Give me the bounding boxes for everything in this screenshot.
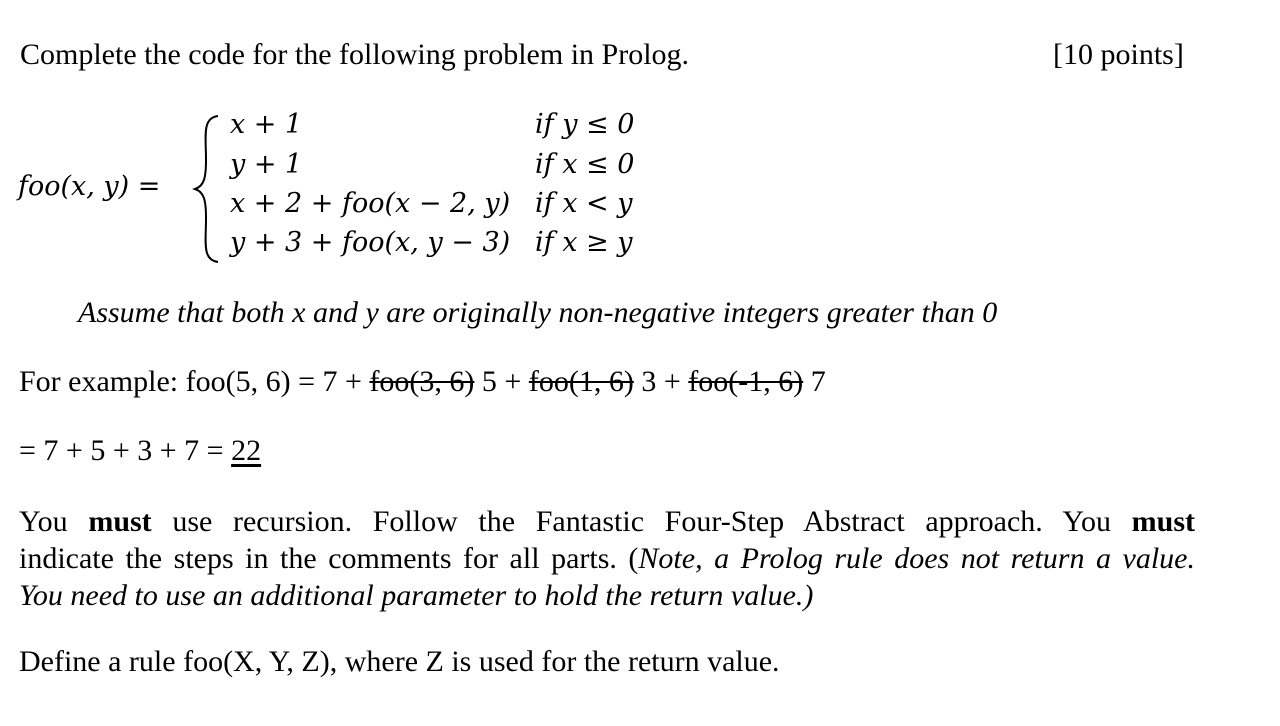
instructions-line-3 [19,577,1195,614]
example-line [19,367,826,397]
instr-text-3: indicate the steps in the comments for all parts. ( [19,542,639,575]
example-prefix: For example: foo(5, 6) = 7 + [19,365,370,398]
note-text-1: Note, a Prolog rule does not return a value. [638,542,1195,575]
example-end: 7 [803,365,826,398]
instructions-line-2 [19,540,1195,577]
formula-lhs: foo(x, y) = [18,171,161,202]
define-rule-text: Define a rule foo(X, Y, Z), where Z is used for the return value. [19,645,780,678]
case-cond-4: if x ≥ y [535,227,633,258]
must-emphasis-1: must [88,505,152,538]
points-label: [10 points] [1053,38,1184,71]
case-expr-3: x + 2 + foo(x − 2, y) [230,188,511,219]
case-expr-1: x + 1 [230,109,303,140]
case-cond-3: if x < y [535,188,633,219]
example-struck-3: foo(-1, 6) [688,365,804,398]
problem-title: Complete the code for the following problem in Prolog. [20,38,690,71]
case-cond-1: if y ≤ 0 [535,109,635,140]
case-cond-2: if x ≤ 0 [535,149,635,180]
left-brace-icon [192,114,222,264]
example-struck-2: foo(1, 6) [528,365,634,398]
note-text-2: You need to use an additional parameter to hold the return value.) [19,579,814,612]
example-struck-1: foo(3, 6) [369,365,475,398]
instructions-line-1 [19,503,1195,540]
instr-text-1: You [19,505,89,538]
instr-text-2: use recursion. Follow the Fantastic Four-Step Abstract approach. You [151,505,1132,538]
sum-prefix: = 7 + 5 + 3 + 7 = [19,434,232,467]
sum-result: 22 [231,434,262,467]
assumption-text: Assume that both x and y are originally non-negative integers greater than 0 [78,296,998,329]
example-mid-2: 3 + [633,365,689,398]
instructions-paragraph [19,503,1195,614]
case-expr-2: y + 1 [230,149,303,180]
example-mid-1: 5 + [474,365,529,398]
example-sum-line [19,436,261,466]
must-emphasis-2: must [1131,505,1196,538]
case-expr-4: y + 3 + foo(x, y − 3) [230,227,511,258]
